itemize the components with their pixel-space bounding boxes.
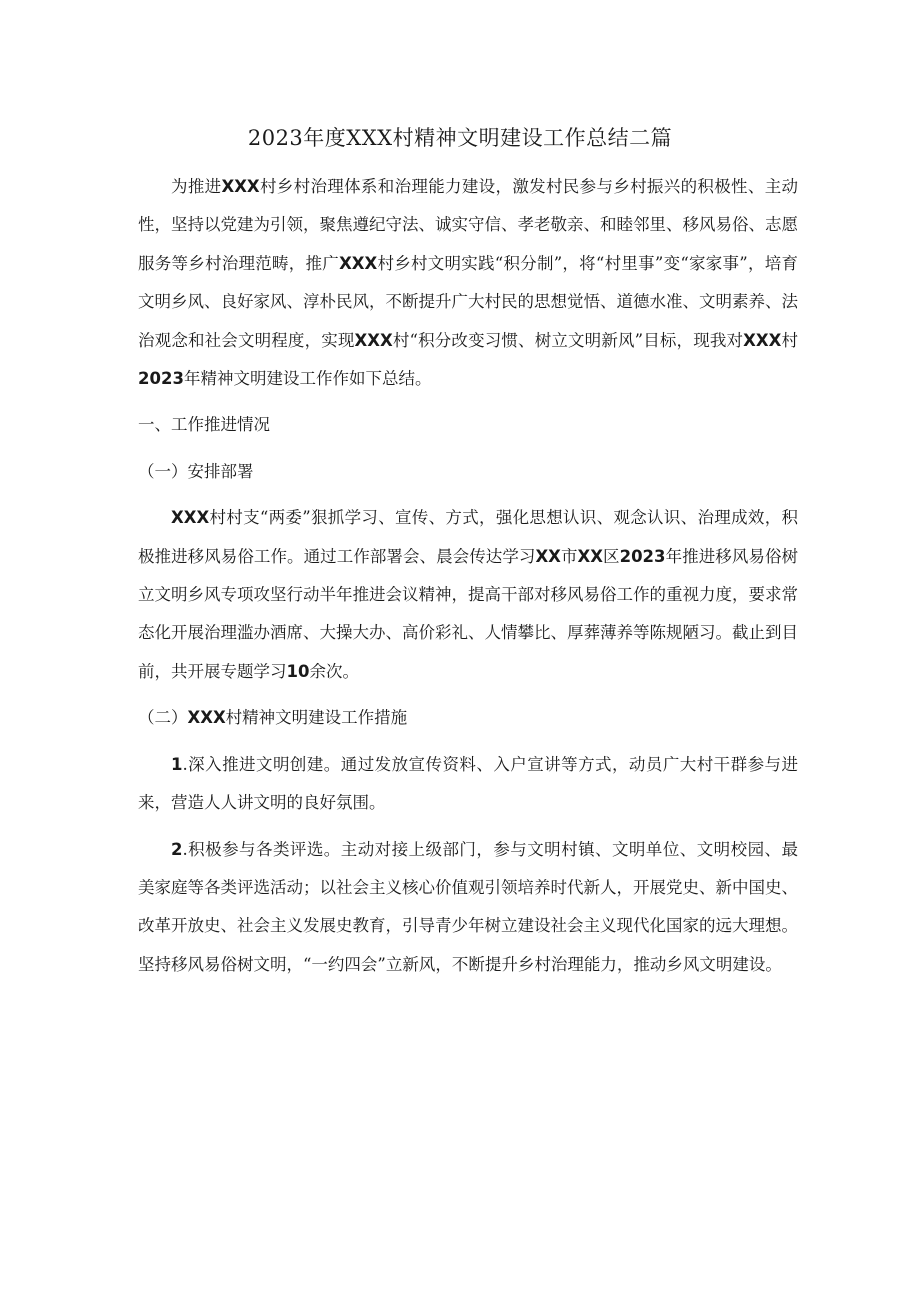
text-run: 村乡村文明实践“积分制”，将“村里事”变“家家事”，培育文明乡风、良好家风、淳朴民风，不断提升广大村民的思想觉悟、道德水准、文明素养、法治观念和社会文明程度，实现 (138, 253, 798, 350)
bold-run: XXX (221, 177, 260, 196)
text-run: （二） (138, 708, 188, 728)
subsection-heading-1: （一）安排部署 (138, 461, 254, 481)
bold-run: XX (577, 546, 603, 566)
text-run: 年精神文明建设工作作如下总结。 (183, 369, 432, 389)
measure-item-2 (138, 831, 798, 985)
text-run: 村精神文明建设工作措施 (225, 708, 408, 728)
item-text: .积极参与各类评选。主动对接上级部门，参与文明村镇、文明单位、文明校园、最美家庭等各类评选活动；以社会主义核心价值观引领培养时代新人，开展党史、新中国史、改革开放史、社会主义发展史教育，引导青少年树立建设社会主义现代化国家的远大理想。坚持移风易俗树文明，“一约四会”立新风，不断提升乡村治理能力，推动乡风文明建设。 (138, 839, 798, 974)
text-run: 村乡村治理体系和治理能力建设，激发村民参与乡村振兴的积极性、主动性，坚持以党建为引领，聚焦遵纪守法、诚实守信、孝老敬亲、和睦邻里、移风易俗、志愿服务等乡村治理范畴，推广 (138, 177, 799, 273)
document-title: 2023年度XXX村精神文明建设工作总结二篇 (247, 126, 673, 150)
text-run: 村“积分改变习惯、树立文明新风”目标，现我对 (392, 330, 744, 350)
text-run: 为推进 (171, 177, 222, 196)
bold-run: 2023 (138, 369, 184, 389)
text-run: 村 (781, 330, 798, 350)
bold-run: XXX (354, 330, 393, 350)
arrangement-paragraph (138, 499, 798, 691)
section-heading-1: 一、工作推进情况 (138, 415, 270, 435)
bold-run: XXX (743, 330, 782, 350)
document-body (138, 168, 798, 984)
item-number: 2 (171, 839, 183, 859)
text-run: 余次。 (309, 661, 359, 681)
text-run: 村村支“两委”狠抓学习、宣传、方式，强化思想认识、观念认识、治理成效，积极推进移风易俗工作。通过工作部署会、晨会传达学习 (138, 508, 798, 566)
item-text: .深入推进文明创建。通过发放宣传资料、入户宣讲等方式，动员广大村干群参与进来，营造人人讲文明的良好氛围。 (138, 754, 798, 813)
bold-run: 2023 (619, 546, 666, 566)
text-run: 市 (560, 546, 578, 566)
text-run: 年推进移风易俗树立文明乡风专项攻坚行动半年推进会议精神，提高干部对移风易俗工作的重视力度，要求常态化开展治理滥办酒席、大操大办、高价彩礼、人情攀比、厚葬薄养等陈规陋习。截止到目前，共开展专题学习 (138, 546, 799, 681)
bold-run: XX (535, 546, 561, 566)
bold-run: XXX (339, 253, 378, 273)
bold-run: 10 (286, 661, 310, 681)
measure-item-1 (138, 746, 798, 823)
intro-paragraph (138, 168, 798, 398)
bold-run: XXX (171, 508, 210, 528)
bold-run: XXX (187, 708, 226, 728)
item-number: 1 (171, 754, 183, 774)
text-run: 区 (602, 546, 620, 566)
subsection-heading-2 (138, 699, 798, 737)
